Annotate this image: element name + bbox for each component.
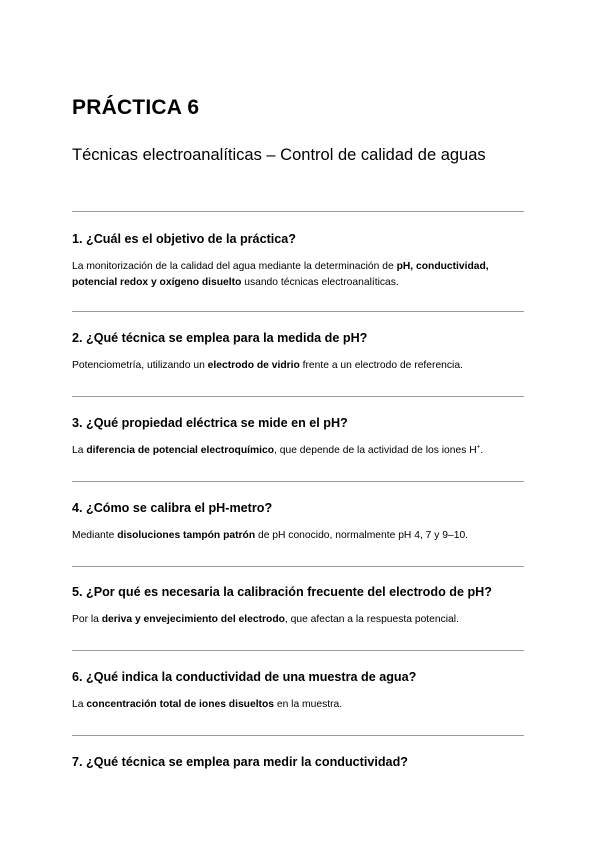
question-2: 2. ¿Qué técnica se emplea para la medida de pH? xyxy=(72,331,368,345)
answer-1: La monitorización de la calidad del agua mediante la determinación de pH, conductividad, potencial redox y oxígeno disuelto usando técnicas electroanalíticas. xyxy=(72,261,489,288)
question-3: 3. ¿Qué propiedad eléctrica se mide en el pH? xyxy=(72,416,348,430)
answer-6: La concentración total de iones disueltos en la muestra. xyxy=(72,699,343,710)
question-7: 7. ¿Qué técnica se emplea para medir la conductividad? xyxy=(72,755,408,769)
divider xyxy=(72,650,524,651)
divider xyxy=(72,396,524,397)
question-1: 1. ¿Cuál es el objetivo de la práctica? xyxy=(72,232,296,246)
answer-3: La diferencia de potencial electroquímico, que depende de la actividad de los iones H+. xyxy=(72,444,484,456)
answer-4: Mediante disoluciones tampón patrón de pH conocido, normalmente pH 4, 7 y 9–10. xyxy=(72,530,469,541)
divider xyxy=(72,566,524,567)
answer-5: Por la deriva y envejecimiento del electrodo, que afectan a la respuesta potencial. xyxy=(72,614,459,625)
answer-2: Potenciometría, utilizando un electrodo de vidrio frente a un electrodo de referencia. xyxy=(72,360,463,371)
question-6: 6. ¿Qué indica la conductividad de una muestra de agua? xyxy=(72,670,417,684)
divider xyxy=(72,311,524,312)
question-4: 4. ¿Cómo se calibra el pH-metro? xyxy=(72,501,273,515)
divider xyxy=(72,481,524,482)
question-5: 5. ¿Por qué es necesaria la calibración frecuente del electrodo de pH? xyxy=(72,585,492,599)
page-subtitle: Técnicas electroanalíticas – Control de calidad de aguas xyxy=(72,146,486,164)
divider xyxy=(72,735,524,736)
divider xyxy=(72,211,524,212)
page-title: PRÁCTICA 6 xyxy=(72,96,200,119)
